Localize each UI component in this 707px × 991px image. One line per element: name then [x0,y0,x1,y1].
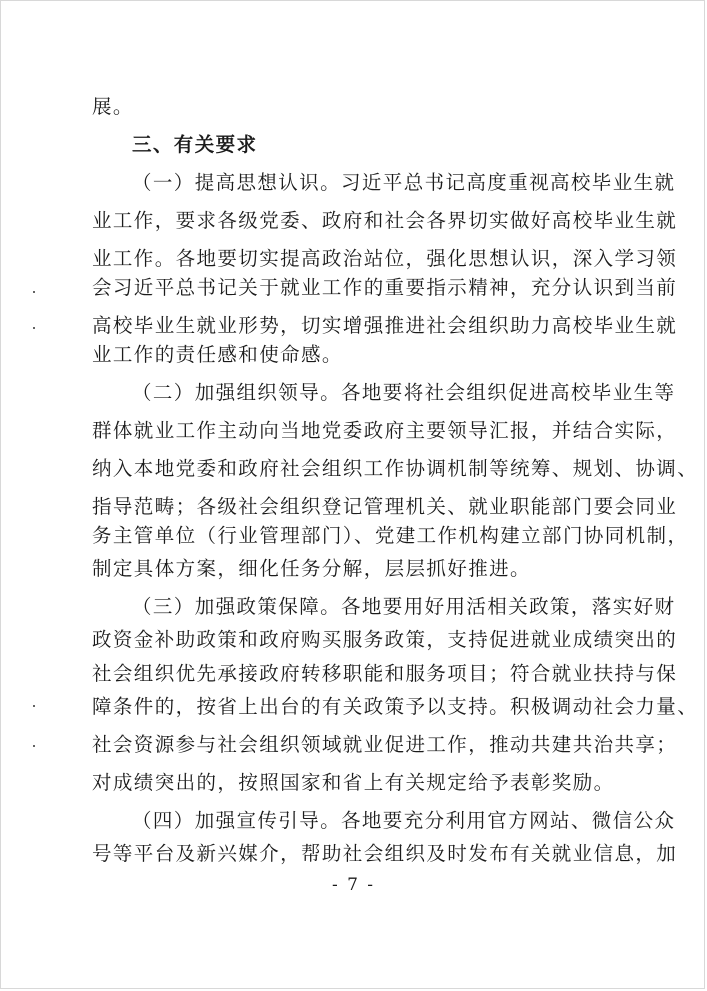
paragraph-1-line: 业工作。各地要切实提高政治站位，强化思想认识，深入学习领 [92,247,678,270]
paragraph-3-line: （三）加强政策保障。各地要用好用活相关政策，落实好财 [132,595,676,618]
paragraph-2-line: 纳入本地党委和政府社会组织工作协调机制等统筹、规划、协调、 [92,457,699,480]
paragraph-1-line: 业工作的责任感和使命感。 [92,343,343,366]
paragraph-4-line: （四）加强宣传引导。各地要充分利用官方网站、微信公众 [132,809,676,832]
paragraph-3-line: 对成绩突出的，按照国家和省上有关规定给予表彰奖励。 [92,771,615,794]
page-number: - 7 - [331,875,376,895]
scan-mark [33,291,35,293]
paragraph-1-line: 会习近平总书记关于就业工作的重要指示精神，充分认识到当前 [92,276,678,299]
scan-mark [33,745,35,747]
scan-mark [33,705,35,707]
paragraph-4-line: 号等平台及新兴媒介，帮助社会组织及时发布有关就业信息，加 [92,842,678,865]
paragraph-2-line: 制定具体方案，细化任务分解，层层抓好推进。 [92,557,531,580]
paragraph-1-line: （一）提高思想认识。习近平总书记高度重视高校毕业生就 [132,171,676,194]
section-heading: 三、有关要求 [132,133,258,156]
paragraph-2-line: （二）加强组织领导。各地要将社会组织促进高校毕业生等 [132,381,676,404]
paragraph-1-line: 高校毕业生就业形势，切实增强推进社会组织助力高校毕业生就 [92,314,678,337]
paragraph-3-line: 社会资源参与社会组织领域就业促进工作，推动共建共治共享； [92,733,678,756]
paragraph-3-line: 障条件的，按省上出台的有关政策予以支持。积极调动社会力量、 [92,695,699,718]
scan-mark [33,327,35,329]
paragraph-2-line: 务主管单位（行业管理部门）、党建工作机构建立部门协同机制， [92,524,689,547]
paragraph-2-line: 指导范畴；各级社会组织登记管理机关、就业职能部门要会同业 [92,495,678,518]
paragraph-1-line: 业工作，要求各级党委、政府和社会各界切实做好高校毕业生就 [92,209,678,232]
paragraph-3-line: 政资金补助政策和政府购买服务政策，支持促进就业成绩突出的 [92,628,678,651]
paragraph-2-line: 群体就业工作主动向当地党委政府主要领导汇报，并结合实际， [92,419,678,442]
paragraph-3-line: 社会组织优先承接政府转移职能和服务项目；符合就业扶持与保 [92,662,678,685]
body-text-line: 展。 [92,95,134,118]
